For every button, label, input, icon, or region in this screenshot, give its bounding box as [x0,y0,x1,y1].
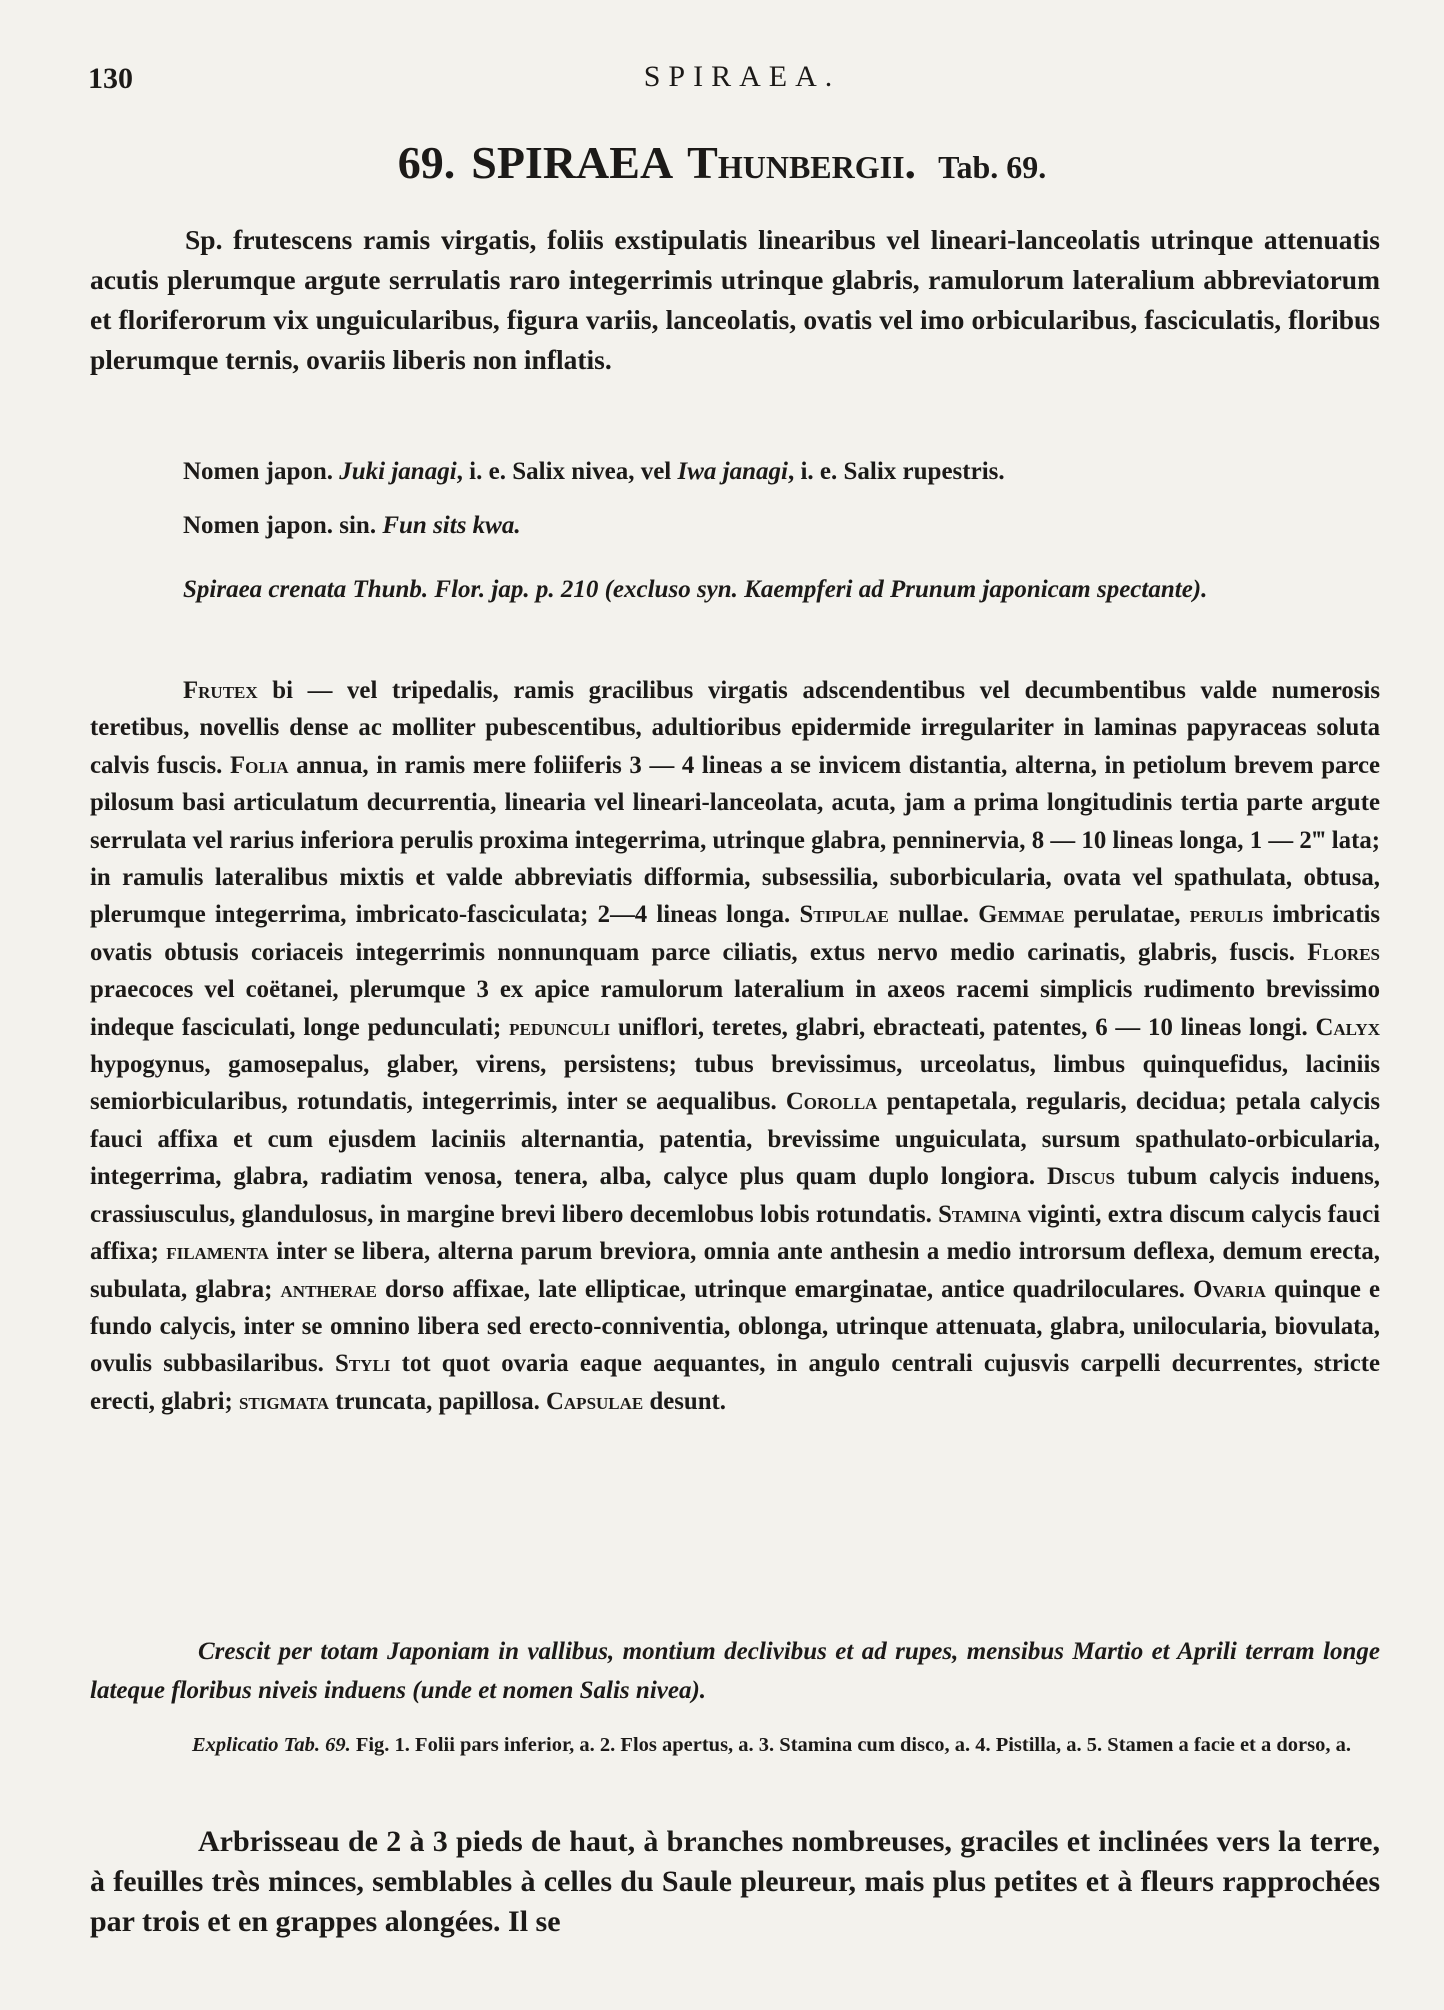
species-genus: SPIRAEA [471,137,674,188]
term-styli: Styli [335,1350,391,1378]
species-number: 69. [397,137,456,188]
nomen-sinense-line [183,512,1383,540]
term-ovaria: Ovaria [1193,1275,1266,1303]
term-gemmae: Gemmae [978,901,1065,929]
term-filamenta: filamenta [166,1238,269,1266]
term-stamina: Stamina [938,1200,1022,1228]
term-stipulae: Stipulae [799,901,889,929]
french-description: Arbrisseau de 2 à 3 pieds de haut, à branches nombreuses, graciles et inclinées vers la terre, à feuilles très minces, semblables à celles du Saule pleureur, mais plus petites et à fleurs rapprochées par trois et en grappes alongées. Il se [90,1825,1380,1938]
term-perulis: perulis [1189,901,1264,929]
text-corolla: pentapetala, regularis, decidua; petala calycis fauci affixa et cum ejusdem laciniis alternantia, patentia, brevissime unguiculata, sursum spathulato-orbicularia, integerrima, glabra, radiatim venosa, tenera, alba, calyce plus quam duplo longiora. [90,1088,1381,1191]
diagnosis-paragraph: Sp. frutescens ramis virgatis, foliis exstipulatis linearibus vel lineari-lanceolatis utrinque attenuatis acutis plerumque argute serrulatis raro integerrimis utrinque glabris, ramulorum lateralium abbreviatorum et floriferorum vix unguicularibus, figura variis, lanceolatis, ovatis vel imo orbicularibus, fasciculatis, floribus plerumque ternis, ovariis liberis non inflatis. [90,224,1380,375]
term-capsulae: Capsulae [546,1387,644,1415]
text-calyx: hypogynus, gamosepalus, glaber, virens, persistens; tubus brevissimus, urceolatus, limbus quinquefidus, laciniis semiorbicularibus, rotundatis, integerrimis, inter se aequalibus. [90,1051,1380,1116]
text-stamina: viginti, extra discum calycis fauci affixa; [90,1200,1380,1266]
term-frutex: Frutex [183,677,258,704]
term-corolla: Corolla [785,1088,878,1116]
nomen-prefix: Nomen japon. [183,458,340,485]
term-calyx: Calyx [1315,1013,1380,1041]
nomen-middle: , i. e. Salix nivea, vel [456,458,678,485]
text-flores: praecoces vel coëtanei, plerumque 3 ex apice ramulorum lateralium in axeos racemi simplicis rudimento brevissimo indeque fasciculati, longe pedunculati; [90,976,1380,1041]
text-gemmae: perulatae, [1064,901,1190,929]
page-number: 130 [88,62,133,95]
text-antherae: dorso affixae, late ellipticae, utrinque emarginatae, antice quadriloculares. [376,1275,1194,1303]
text-folia: annua, in ramis mere foliiferis 3 — 4 lineas a se invicem distantia, alterna, in petiolum brevem parce pilosum basi articulatum decurrentia, linearia vel lineari-lanceolata, acuta, jam a prima longitudinis tertia parte argute serrulata vel rarius inferiora perulis proxima integerrima, utrinque glabra, penninervia, 8 — 10 lineas longa, 1 — 2‴ lata; in ramulis lateralibus mixtis et valde abbreviatis difformia, subsessilia, suborbicularia, ovata vel spathulata, obtusa, plerumque integerrima, imbricato-fasciculata; 2—4 lineas longa. [90,751,1380,929]
text-stigmata: truncata, papillosa. [329,1387,546,1415]
text-pedunculi: uniflori, teretes, glabri, ebracteati, patentes, 6 — 10 lineas longi. [610,1013,1316,1041]
running-head [0,58,1444,108]
plate-reference: Tab. 69. [938,149,1047,185]
text-frutex: bi — vel tripedalis, ramis gracilibus virgatis adscendentibus vel decumbentibus valde numerosis teretibus, novellis dense ac molliter pubescentibus, adultioribus epidermide irregulariter in laminas papyraceas soluta calvis fuscis. [90,677,1380,779]
term-stigmata: stigmata [238,1387,329,1415]
term-folia: Folia [229,751,289,779]
text-perulis: imbricatis ovatis obtusis coriaceis integerrimis nonnunquam parce ciliatis, extus nervo medio carinatis, glabris, fuscis. [90,901,1380,966]
explicatio-text: Fig. 1. Folii pars inferior, a. 2. Flos apertus, a. 3. Stamina cum disco, a. 4. Pistilla, a. 5. Stamen a facie et a dorso, a. [350,1734,1351,1756]
text-discus: tubum calycis induens, crassiusculus, glandulosus, in margine brevi libero decemlobus lobis rotundatis. [90,1163,1381,1228]
habitat-paragraph: Crescit per totam Japoniam in vallibus, montium declivibus et ad rupes, mensibus Martio et Aprili terram longe lateque floribus niveis induens (unde et nomen Salis nivea). [90,1638,1380,1704]
nomen-sin-prefix: Nomen japon. sin. [183,512,383,539]
nomen-italic-1: Juki janagi [339,458,457,485]
nomen-japonicum-line [183,458,1383,486]
term-pedunculi: pedunculi [509,1013,611,1041]
description-paragraph [90,672,1380,1420]
text-ovaria: quinque e fundo calycis, inter se omnino libera sed erecto-conniventia, oblonga, utrinque attenuata, glabra, unilocularia, biovulata, ovulis subbasilaribus. [90,1275,1380,1378]
text-filamenta: inter se libera, alterna parum breviora, omnia ante anthesin a medio introrsum deflexa, demum erecta, subulata, glabra; [90,1238,1381,1303]
running-title: SPIRAEA. [643,60,841,93]
nomen-suffix: , i. e. Salix rupestris. [787,458,1005,485]
text-capsulae: desunt. [643,1387,726,1415]
nomen-sin-italic: Fun sits kwa. [382,512,521,539]
plate-explanation [90,1728,1380,1762]
nomen-italic-2: Iwa janagi [677,458,788,485]
species-heading [0,136,1444,189]
text-stipulae: nullae. [888,901,979,929]
term-discus: Discus [1047,1163,1115,1191]
term-antherae: antherae [280,1275,377,1303]
term-flores: Flores [1307,938,1380,966]
explicatio-label: Explicatio Tab. 69. [192,1734,351,1756]
species-epithet: Thunbergii. [687,137,917,188]
synonym-paragraph: Spiraea crenata Thunb. Flor. jap. p. 210 (excluso syn. Kaempferi ad Prunum japonicam spectante). [183,576,1208,603]
text-styli: tot quot ovaria eaque aequantes, in angulo centrali cujusvis carpelli decurrentes, stricte erecti, glabri; [90,1350,1380,1415]
